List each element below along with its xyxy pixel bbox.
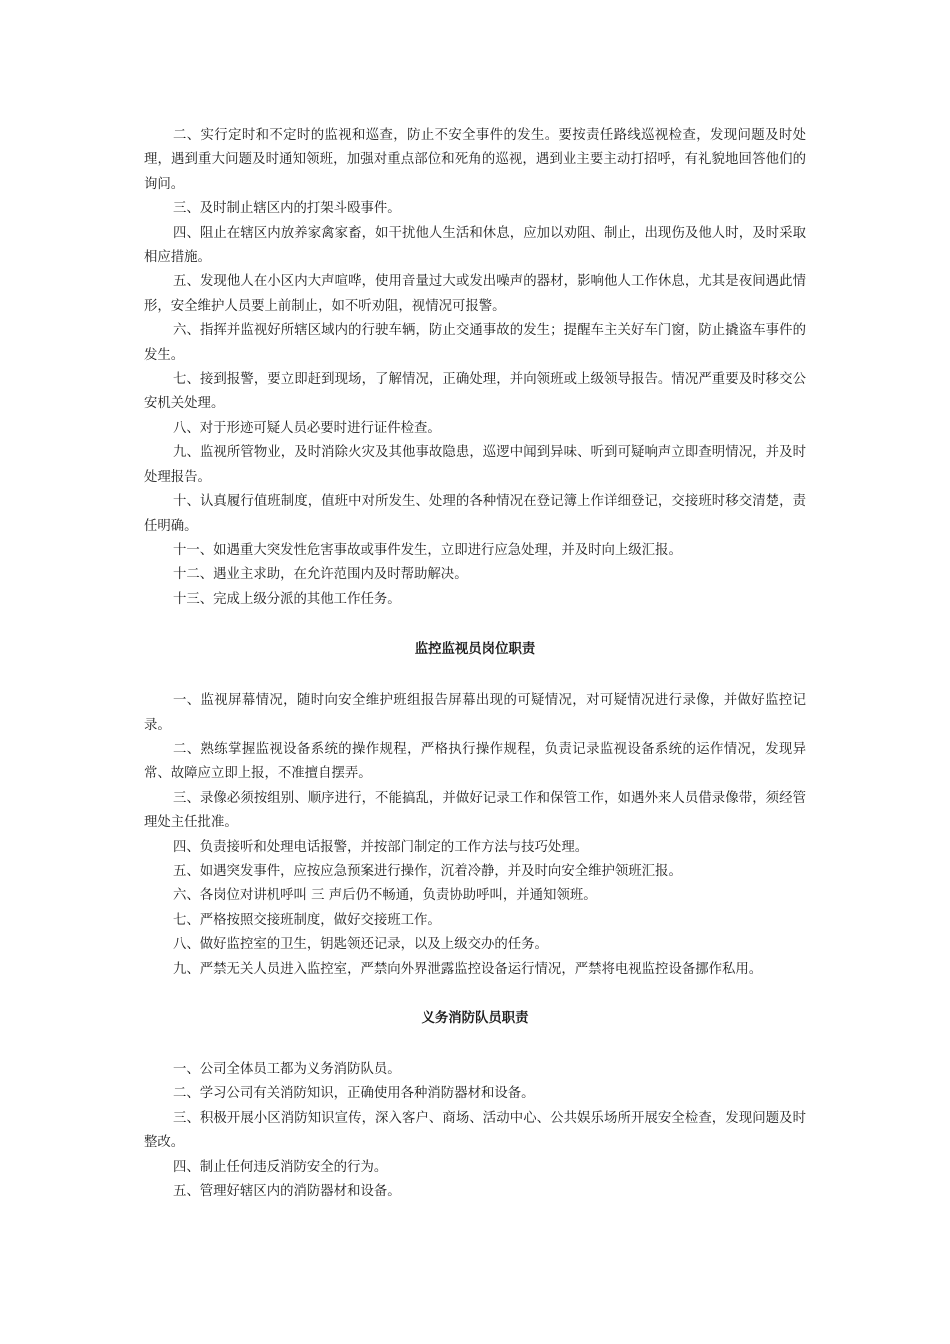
document-page bbox=[144, 124, 806, 1204]
paragraph: 十三、完成上级分派的其他工作任务。 bbox=[173, 591, 401, 607]
paragraph: 一、公司全体员工都为义务消防队员。 bbox=[173, 1062, 401, 1077]
paragraph: 四、负责接听和处理电话报警，并按部门制定的工作方法与技巧处理。 bbox=[173, 839, 589, 855]
paragraph: 十、认真履行值班制度，值班中对所发生、处理的各种情况在登记簿上作详细登记，交接班时移交清楚，责任明确。 bbox=[144, 494, 806, 534]
section-monitor-duties bbox=[144, 689, 806, 982]
paragraph: 四、制止任何违反消防安全的行为。 bbox=[173, 1159, 388, 1175]
paragraph: 九、严禁无关人员进入监控室，严禁向外界泄露监控设备运行情况，严禁将电视监控设备挪作私用。 bbox=[173, 961, 763, 977]
paragraph: 二、实行定时和不定时的监视和巡查，防止不安全事件的发生。要按责任路线巡视检查，发现问题及时处理，遇到重大问题及时通知领班，加强对重点部位和死角的巡视，遇到业主要主动打招呼，有礼貌地回答他们的询问。 bbox=[144, 128, 806, 192]
paragraph: 八、对于形迹可疑人员必要时进行证件检查。 bbox=[173, 420, 441, 436]
paragraph: 六、各岗位对讲机呼叫 三 声后仍不畅通，负责协助呼叫，并通知领班。 bbox=[173, 888, 597, 904]
paragraph: 三、录像必须按组别、顺序进行，不能搞乱，并做好记录工作和保管工作，如遇外来人员借录像带，须经管理处主任批准。 bbox=[144, 790, 806, 831]
section-heading-monitor: 监控监视员岗位职责 bbox=[414, 642, 536, 658]
paragraph: 七、严格按照交接班制度，做好交接班工作。 bbox=[173, 912, 441, 928]
section-heading-firefighter: 义务消防队员职责 bbox=[421, 1011, 529, 1026]
paragraph: 一、监视屏幕情况，随时向安全维护班组报告屏幕出现的可疑情况，对可疑情况进行录像，并做好监控记录。 bbox=[144, 693, 806, 733]
paragraph: 五、管理好辖区内的消防器材和设备。 bbox=[173, 1184, 401, 1200]
paragraph: 四、阻止在辖区内放养家禽家畜，如干扰他人生活和休息，应加以劝阻、制止，出现伤及他人时，及时采取相应措施。 bbox=[144, 225, 806, 266]
paragraph: 十一、如遇重大突发性危害事故或事件发生，立即进行应急处理，并及时向上级汇报。 bbox=[173, 542, 682, 558]
paragraph: 八、做好监控室的卫生，钥匙领还记录，以及上级交办的任务。 bbox=[173, 937, 548, 953]
section-firefighter-duties bbox=[144, 1058, 806, 1204]
section-security-duties bbox=[144, 124, 806, 612]
paragraph: 六、指挥并监视好所辖区域内的行驶车辆，防止交通事故的发生；提醒车主关好车门窗，防止撬盗车事件的发生。 bbox=[144, 323, 806, 363]
paragraph: 十二、遇业主求助，在允许范围内及时帮助解决。 bbox=[173, 567, 468, 583]
paragraph: 二、学习公司有关消防知识，正确使用各种消防器材和设备。 bbox=[173, 1086, 535, 1102]
paragraph: 七、接到报警，要立即赶到现场，了解情况，正确处理，并向领班或上级领导报告。情况严重要及时移交公安机关处理。 bbox=[144, 372, 806, 412]
paragraph: 三、及时制止辖区内的打架斗殴事件。 bbox=[173, 201, 401, 217]
paragraph: 三、积极开展小区消防知识宣传，深入客户、商场、活动中心、公共娱乐场所开展安全检查，发现问题及时整改。 bbox=[144, 1110, 806, 1151]
paragraph: 二、熟练掌握监视设备系统的操作规程，严格执行操作规程，负责记录监视设备系统的运作情况，发现异常、故障应立即上报，不准擅自摆弄。 bbox=[144, 741, 806, 782]
paragraph: 五、如遇突发事件，应按应急预案进行操作，沉着冷静，并及时向安全维护领班汇报。 bbox=[173, 863, 682, 879]
paragraph: 五、发现他人在小区内大声喧哗，使用音量过大或发出噪声的器材，影响他人工作休息，尤其是夜间遇此情形，安全维护人员要上前制止，如不听劝阻，视情况可报警。 bbox=[144, 274, 806, 314]
paragraph: 九、监视所管物业，及时消除火灾及其他事故隐患，巡逻中闻到异味、听到可疑响声立即查明情况，并及时处理报告。 bbox=[144, 445, 806, 485]
